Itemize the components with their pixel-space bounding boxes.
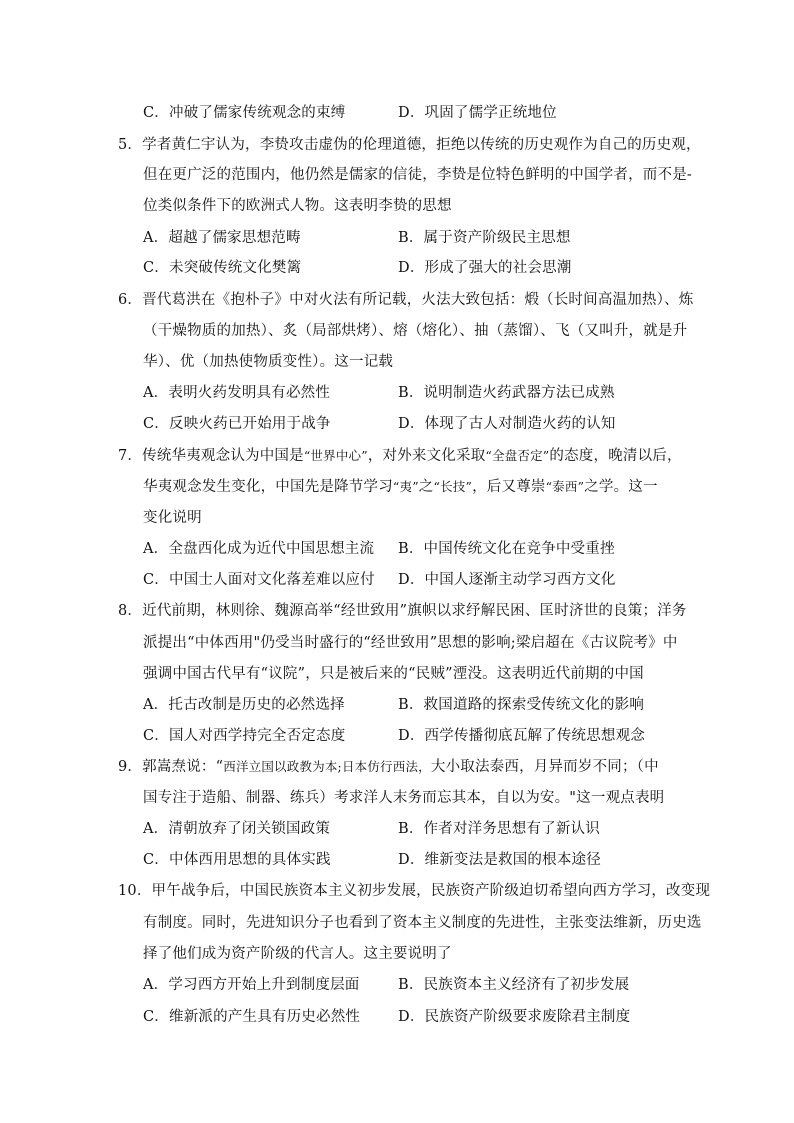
q7-stem-line1 <box>118 446 682 466</box>
q8-stem-line2: 派提出“中体西用"仍受当时盛行的“经世致用”思想的影响;梁启超在《古议院考》中 <box>143 635 678 651</box>
q10-stem-line3: 择了他们成为资产阶级的代言人。这主要说明了 <box>143 946 452 962</box>
q7-text: 的态度，晚清以后， <box>549 448 682 464</box>
q8-option-c[interactable]: C．国人对西学持完全否定态度 <box>143 728 346 744</box>
q10-option-b[interactable]: B．民族资本主义经济有了初步发展 <box>398 977 630 993</box>
q9-option-c[interactable]: C．中体西用思想的具体实践 <box>143 852 331 868</box>
q7-stem-line3: 变化说明 <box>143 510 202 526</box>
q4-option-d[interactable]: D．巩固了儒学正统地位 <box>398 105 557 121</box>
q9-option-d[interactable]: D．维新变法是救国的根本途径 <box>398 852 601 868</box>
q5-option-b[interactable]: B．属于资产阶级民主思想 <box>398 230 571 246</box>
q10-option-a[interactable]: A．学习西方开始上升到制度层面 <box>143 977 360 993</box>
q6-option-d[interactable]: D．体现了古人对制造火药的认知 <box>398 416 616 432</box>
q8-stem-line3: 强调中国古代早有“议院”，只是被后来的“民贼”湮没。这表明近代前期的中国 <box>143 666 644 682</box>
q9-stem-line2: 国专注于造船、制器、练兵）考求洋人末务而忘其本，自以为安。"这一观点表明 <box>143 790 665 806</box>
q7-option-a[interactable]: A．全盘西化成为近代中国思想主流 <box>143 541 375 557</box>
q5-stem-line2: 但在更广泛的范围内，他仍然是儒家的信徒，李贽是位特色鲜明的中国学者，而不是- <box>143 167 692 183</box>
q8-option-a[interactable]: A．托古改制是历史的必然选择 <box>143 697 345 713</box>
q7-stem-line2 <box>143 477 658 497</box>
q6-option-b[interactable]: B．说明制造火药武器方法已成熟 <box>398 385 615 401</box>
q6-stem-line3: 华）、优（加热使物质变性）。这一记载 <box>143 354 394 370</box>
q9-stem-line1 <box>118 757 659 777</box>
q7-text: 7．传统华夷观念认为中国是 <box>118 448 304 464</box>
q7-quote: “泰西” <box>545 479 585 494</box>
q10-option-c[interactable]: C．维新派的产生具有历史必然性 <box>143 1009 361 1025</box>
q5-stem-line3: 位类似条件下的欧洲式人物。这表明李贽的思想 <box>143 198 452 214</box>
q9-text: 9．郭嵩焘说：“ <box>118 759 224 775</box>
q9-quote-small: 西洋立国以政教为本;日本仿行西法， <box>223 759 431 774</box>
q7-option-d[interactable]: D．中国人逐渐主动学习西方文化 <box>398 572 616 588</box>
q7-quote: “夷” <box>392 479 419 494</box>
q4-option-c[interactable]: C．冲破了儒家传统观念的束缚 <box>143 105 346 121</box>
q9-text: 大小取法泰西，月异而岁不同；（中 <box>430 759 659 775</box>
q7-text: ，后又尊崇 <box>472 479 546 495</box>
q8-option-b[interactable]: B．救国道路的探索受传统文化的影响 <box>398 697 645 713</box>
q10-option-d[interactable]: D．民族资产阶级要求废除君主制度 <box>398 1009 631 1025</box>
q6-stem-line1: 6．晋代葛洪在《抱朴子》中对火法有所记载，火法大致包括：煅（长时间高温加热）、炼 <box>118 292 694 308</box>
q7-text: 之学。这一 <box>584 479 658 495</box>
q9-option-a[interactable]: A．清朝放弃了闭关锁国政策 <box>143 821 331 837</box>
q7-text: 之 <box>418 479 434 495</box>
q5-option-c[interactable]: C．未突破传统文化樊篱 <box>143 260 302 276</box>
q7-quote: “世界中心” <box>303 448 368 463</box>
q7-option-b[interactable]: B．中国传统文化在竞争中受重挫 <box>398 541 615 557</box>
q7-quote: “长技” <box>433 479 473 494</box>
q6-stem-line2: （干燥物质的加热）、炙（局部烘烤）、熔（熔化）、抽（蒸馏）、飞（又叫升，就是升 <box>143 323 688 339</box>
q5-option-a[interactable]: A．超越了儒家思想范畴 <box>143 230 301 246</box>
q7-text: 华夷观念发生变化，中国先是降节学习 <box>143 479 393 495</box>
q5-stem-line1: 5．学者黄仁宇认为，李贽攻击虚伪的伦理道德，拒绝以传统的历史观作为自己的历史观， <box>118 137 701 153</box>
q9-option-b[interactable]: B．作者对洋务思想有了新认识 <box>398 821 600 837</box>
q7-text: ，对外来文化采取 <box>367 448 486 464</box>
q5-option-d[interactable]: D．形成了强大的社会思潮 <box>398 260 572 276</box>
q8-option-d[interactable]: D．西学传播彻底瓦解了传统思想观念 <box>398 728 646 744</box>
q10-stem-line1: 10．甲午战争后，中国民族资本主义初步发展，民族资产阶级迫切希望向西方学习，改变现 <box>118 883 711 899</box>
q7-option-c[interactable]: C．中国士人面对文化落差难以应付 <box>143 572 375 588</box>
q8-stem-line1: 8．近代前期，林则徐、魏源高举“经世致用”旗帜以求纾解民困、匡时济世的良策；洋务 <box>118 603 687 619</box>
q6-option-c[interactable]: C．反映火药已开始用于战争 <box>143 416 331 432</box>
q7-quote: “全盘否定” <box>485 448 550 463</box>
q10-stem-line2: 有制度。同时，先进知识分子也看到了资本主义制度的先进性，主张变法维新，历史选 <box>143 915 702 931</box>
q6-option-a[interactable]: A．表明火药发明具有必然性 <box>143 385 331 401</box>
